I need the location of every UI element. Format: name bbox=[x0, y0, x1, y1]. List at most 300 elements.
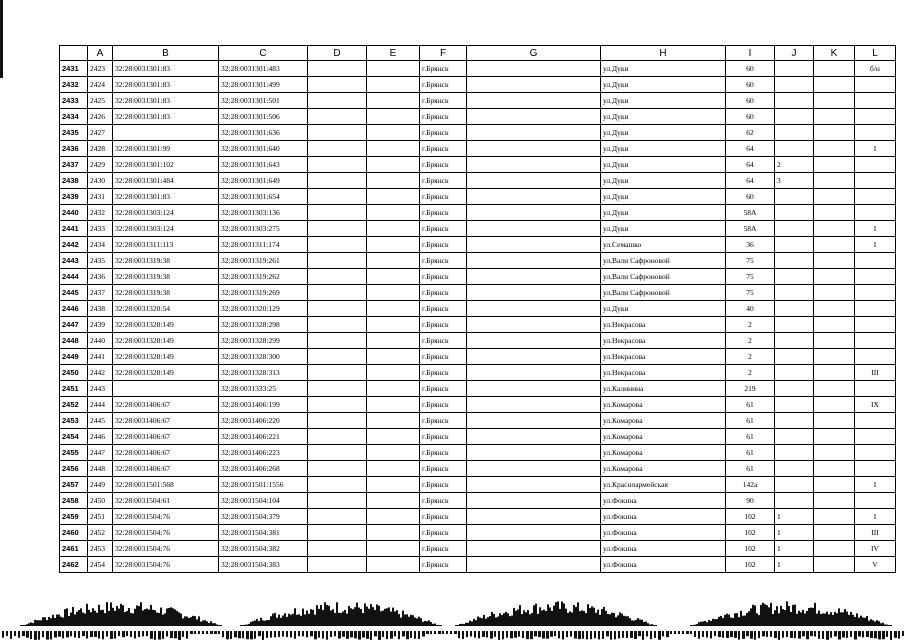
noise-blob bbox=[250, 622, 252, 626]
cell-c: 32:28:0031504:104 bbox=[219, 493, 308, 509]
cell-j bbox=[775, 413, 814, 429]
cell-l: I bbox=[855, 221, 896, 237]
noise-blob bbox=[645, 622, 647, 626]
noise-tick bbox=[426, 631, 429, 634]
noise-tick bbox=[142, 631, 144, 636]
noise-blob bbox=[88, 610, 90, 626]
noise-blob bbox=[362, 613, 364, 626]
cell-b: 32:28:0031301:83 bbox=[113, 93, 219, 109]
noise-tick bbox=[66, 631, 69, 637]
noise-tick bbox=[854, 631, 857, 640]
noise-tick bbox=[718, 631, 721, 637]
noise-blob bbox=[328, 606, 330, 626]
noise-blob bbox=[541, 611, 543, 626]
noise-blob bbox=[68, 616, 70, 626]
noise-tick bbox=[10, 631, 12, 639]
noise-blob bbox=[24, 625, 26, 626]
noise-tick bbox=[302, 631, 304, 636]
noise-blob bbox=[503, 613, 505, 626]
noise-blob bbox=[414, 618, 416, 626]
noise-blob bbox=[50, 618, 52, 626]
noise-blob bbox=[112, 608, 114, 626]
noise-blob bbox=[794, 605, 796, 626]
noise-blob bbox=[846, 612, 848, 626]
cell-c: 32:28:0031406:220 bbox=[219, 413, 308, 429]
noise-blob bbox=[84, 614, 86, 626]
noise-tick bbox=[362, 631, 365, 638]
cell-k bbox=[814, 157, 855, 173]
cell-l bbox=[855, 205, 896, 221]
noise-blob bbox=[82, 612, 84, 626]
noise-blob bbox=[134, 609, 136, 626]
cell-h: ул.Вали Сафроновой bbox=[601, 285, 726, 301]
noise-blob bbox=[718, 617, 720, 626]
noise-tick bbox=[602, 631, 604, 639]
noise-blob bbox=[714, 619, 716, 626]
noise-tick bbox=[766, 631, 768, 637]
noise-tick bbox=[818, 631, 820, 639]
noise-tick bbox=[38, 631, 40, 640]
noise-tick bbox=[266, 631, 268, 638]
cell-i: 64 bbox=[726, 141, 775, 157]
noise-tick bbox=[618, 631, 620, 638]
table-row bbox=[60, 109, 896, 125]
noise-tick bbox=[230, 631, 232, 639]
cell-a: 2452 bbox=[88, 525, 113, 541]
cell-h: ул.Дуки bbox=[601, 109, 726, 125]
cell-a: 2434 bbox=[88, 237, 113, 253]
noise-blob bbox=[874, 622, 876, 626]
cell-j bbox=[775, 445, 814, 461]
cell-f: г.Брянск bbox=[420, 285, 467, 301]
scan-edge-mark bbox=[0, 0, 3, 78]
cell-h: ул.Комарова bbox=[601, 445, 726, 461]
cell-b: 32:28:0031406:67 bbox=[113, 461, 219, 477]
noise-tick bbox=[406, 631, 409, 639]
table-row bbox=[60, 413, 896, 429]
cell-d bbox=[308, 173, 367, 189]
noise-blob bbox=[802, 610, 804, 626]
cell-b: 32:28:0031301:83 bbox=[113, 77, 219, 93]
noise-blob bbox=[156, 612, 158, 626]
noise-blob bbox=[434, 624, 436, 626]
cell-k bbox=[814, 285, 855, 301]
noise-tick bbox=[94, 631, 97, 637]
noise-tick bbox=[706, 631, 708, 637]
cell-j: 1 bbox=[775, 557, 814, 573]
noise-tick bbox=[570, 631, 572, 637]
noise-blob bbox=[619, 612, 621, 626]
cell-f: г.Брянск bbox=[420, 477, 467, 493]
noise-tick bbox=[414, 631, 416, 639]
noise-blob bbox=[459, 624, 461, 626]
cell-c: 32:28:0031303:275 bbox=[219, 221, 308, 237]
cell-j bbox=[775, 333, 814, 349]
noise-tick bbox=[254, 631, 256, 639]
noise-blob bbox=[174, 609, 176, 626]
noise-tick bbox=[754, 631, 756, 640]
noise-tick bbox=[646, 631, 648, 636]
noise-tick bbox=[894, 631, 897, 638]
cell-k bbox=[814, 557, 855, 573]
cell-h: ул.Дуки bbox=[601, 221, 726, 237]
noise-blob bbox=[300, 616, 302, 626]
noise-tick bbox=[506, 631, 508, 638]
noise-blob bbox=[148, 610, 150, 626]
noise-tick bbox=[610, 631, 612, 640]
noise-blob bbox=[611, 613, 613, 626]
cell-l bbox=[855, 317, 896, 333]
cell-d bbox=[308, 525, 367, 541]
cell-l bbox=[855, 301, 896, 317]
noise-blob bbox=[370, 604, 372, 626]
cell-f: г.Брянск bbox=[420, 397, 467, 413]
noise-blob bbox=[356, 603, 358, 626]
noise-blob bbox=[280, 618, 282, 626]
cell-j bbox=[775, 397, 814, 413]
noise-blob bbox=[862, 617, 864, 626]
noise-tick bbox=[150, 631, 153, 639]
noise-blob bbox=[539, 607, 541, 626]
cell-i: 62 bbox=[726, 125, 775, 141]
cell-e bbox=[367, 541, 420, 557]
cell-d bbox=[308, 445, 367, 461]
cell-l: I bbox=[855, 141, 896, 157]
cell-a: 2426 bbox=[88, 109, 113, 125]
noise-blob bbox=[762, 603, 764, 626]
noise-tick bbox=[326, 631, 328, 640]
noise-blob bbox=[254, 621, 256, 626]
noise-blob bbox=[288, 614, 290, 626]
noise-blob bbox=[633, 621, 635, 626]
cell-a: 2429 bbox=[88, 157, 113, 173]
cell-h: ул.Семашко bbox=[601, 237, 726, 253]
cell-d bbox=[308, 221, 367, 237]
noise-blob bbox=[438, 625, 440, 626]
cell-h: ул.Фокина bbox=[601, 493, 726, 509]
noise-tick bbox=[590, 631, 592, 639]
noise-blob bbox=[274, 613, 276, 626]
row-number: 2443 bbox=[60, 253, 88, 269]
noise-blob bbox=[54, 618, 56, 626]
column-header-a: A bbox=[88, 46, 113, 61]
table-row bbox=[60, 141, 896, 157]
noise-tick bbox=[318, 631, 320, 638]
noise-tick bbox=[102, 631, 104, 639]
cell-d bbox=[308, 205, 367, 221]
noise-blob bbox=[804, 613, 806, 626]
noise-blob bbox=[204, 620, 206, 626]
cell-k bbox=[814, 509, 855, 525]
noise-tick bbox=[778, 631, 780, 640]
noise-blob bbox=[416, 618, 418, 626]
noise-tick bbox=[878, 631, 881, 639]
cell-h: ул.Дуки bbox=[601, 301, 726, 317]
noise-tick bbox=[734, 631, 737, 638]
noise-blob bbox=[523, 610, 525, 626]
cell-c: 32:28:0031504:383 bbox=[219, 557, 308, 573]
table-row bbox=[60, 477, 896, 493]
cell-h: ул.Вали Сафроновой bbox=[601, 269, 726, 285]
noise-tick bbox=[518, 631, 520, 637]
noise-tick bbox=[558, 631, 560, 638]
noise-blob bbox=[124, 612, 126, 626]
cell-e bbox=[367, 301, 420, 317]
cell-f: г.Брянск bbox=[420, 141, 467, 157]
noise-tick bbox=[622, 631, 624, 638]
cell-l: III bbox=[855, 525, 896, 541]
noise-blob bbox=[798, 611, 800, 626]
noise-blob bbox=[788, 606, 790, 626]
noise-blob bbox=[790, 612, 792, 626]
noise-blob bbox=[766, 605, 768, 626]
cell-i: 142а bbox=[726, 477, 775, 493]
cell-h: ул.Комарова bbox=[601, 429, 726, 445]
noise-blob bbox=[28, 623, 30, 626]
noise-tick bbox=[890, 631, 892, 640]
noise-tick bbox=[770, 631, 772, 637]
cell-f: г.Брянск bbox=[420, 317, 467, 333]
noise-blob bbox=[114, 611, 116, 626]
row-number: 2444 bbox=[60, 269, 88, 285]
cell-k bbox=[814, 493, 855, 509]
noise-tick bbox=[306, 631, 308, 637]
noise-blob bbox=[440, 625, 442, 626]
noise-blob bbox=[722, 618, 724, 626]
noise-blob bbox=[577, 602, 579, 626]
noise-blob bbox=[410, 615, 412, 626]
noise-blob bbox=[46, 620, 48, 626]
noise-blob bbox=[360, 609, 362, 626]
noise-blob bbox=[244, 625, 246, 626]
noise-blob bbox=[571, 612, 573, 626]
cell-i: 58А bbox=[726, 205, 775, 221]
noise-blob bbox=[366, 607, 368, 626]
noise-blob bbox=[380, 611, 382, 626]
noise-blob bbox=[617, 615, 619, 626]
cell-d bbox=[308, 317, 367, 333]
cell-a: 2431 bbox=[88, 189, 113, 205]
noise-blob bbox=[432, 624, 434, 626]
cell-i: 102 bbox=[726, 509, 775, 525]
noise-blob bbox=[142, 610, 144, 626]
cell-d bbox=[308, 141, 367, 157]
noise-tick bbox=[82, 631, 85, 636]
cell-a: 2425 bbox=[88, 93, 113, 109]
cell-e bbox=[367, 141, 420, 157]
cell-f: г.Брянск bbox=[420, 509, 467, 525]
row-number: 2447 bbox=[60, 317, 88, 333]
noise-blob bbox=[477, 617, 479, 626]
cell-i: 75 bbox=[726, 269, 775, 285]
cell-k bbox=[814, 413, 855, 429]
noise-blob bbox=[605, 611, 607, 626]
noise-blob bbox=[32, 623, 34, 626]
noise-tick bbox=[62, 631, 64, 638]
noise-tick bbox=[898, 631, 900, 639]
noise-blob bbox=[130, 613, 132, 626]
noise-blob bbox=[505, 612, 507, 626]
noise-tick bbox=[294, 631, 296, 639]
table-row bbox=[60, 189, 896, 205]
noise-blob bbox=[591, 606, 593, 626]
noise-tick bbox=[846, 631, 848, 638]
cell-g bbox=[467, 541, 601, 557]
noise-blob bbox=[332, 609, 334, 626]
cell-c: 32:28:0031303:136 bbox=[219, 205, 308, 221]
noise-tick bbox=[194, 631, 196, 634]
noise-blob bbox=[388, 607, 390, 626]
noise-tick bbox=[594, 631, 596, 638]
noise-blob bbox=[424, 621, 426, 626]
noise-tick bbox=[670, 631, 672, 634]
cell-d bbox=[308, 397, 367, 413]
noise-blob bbox=[430, 622, 432, 626]
noise-tick bbox=[606, 631, 609, 636]
noise-tick bbox=[310, 631, 313, 636]
noise-tick bbox=[354, 631, 357, 638]
noise-blob bbox=[398, 614, 400, 626]
cell-a: 2448 bbox=[88, 461, 113, 477]
cell-j: 1 bbox=[775, 509, 814, 525]
cell-c: 32:28:0031301:649 bbox=[219, 173, 308, 189]
noise-blob bbox=[537, 614, 539, 626]
cell-g bbox=[467, 429, 601, 445]
cell-i: 61 bbox=[726, 413, 775, 429]
cell-i: 60 bbox=[726, 61, 775, 77]
cell-e bbox=[367, 413, 420, 429]
cell-c: 32:28:0031301:643 bbox=[219, 157, 308, 173]
cell-e bbox=[367, 445, 420, 461]
noise-blob bbox=[732, 618, 734, 626]
cell-l: б/н bbox=[855, 61, 896, 77]
cell-g bbox=[467, 253, 601, 269]
noise-blob bbox=[531, 613, 533, 626]
noise-blob bbox=[724, 615, 726, 626]
noise-blob bbox=[62, 618, 64, 626]
noise-tick bbox=[686, 631, 689, 634]
table-row bbox=[60, 493, 896, 509]
cell-b: 32:28:0031406:67 bbox=[113, 445, 219, 461]
cell-h: ул.Калинина bbox=[601, 381, 726, 397]
noise-blob bbox=[30, 622, 32, 626]
cell-c: 32:28:0031319:262 bbox=[219, 269, 308, 285]
cell-h: ул.Фокина bbox=[601, 541, 726, 557]
noise-blob bbox=[569, 611, 571, 626]
noise-blob bbox=[172, 608, 174, 626]
noise-blob bbox=[180, 614, 182, 626]
noise-tick bbox=[874, 631, 877, 638]
noise-blob bbox=[483, 615, 485, 626]
noise-blob bbox=[491, 612, 493, 626]
noise-blob bbox=[158, 613, 160, 626]
table-row bbox=[60, 93, 896, 109]
cell-b: 32:28:0031303:124 bbox=[113, 205, 219, 221]
noise-blob bbox=[78, 610, 80, 626]
noise-blob bbox=[575, 607, 577, 626]
row-number: 2458 bbox=[60, 493, 88, 509]
noise-tick bbox=[154, 631, 156, 640]
noise-blob bbox=[834, 612, 836, 626]
cell-l bbox=[855, 349, 896, 365]
cell-h: ул.Дуки bbox=[601, 93, 726, 109]
noise-tick bbox=[554, 631, 556, 636]
row-number: 2449 bbox=[60, 349, 88, 365]
noise-blob bbox=[824, 614, 826, 626]
cell-c: 32:28:0031311:174 bbox=[219, 237, 308, 253]
noise-blob bbox=[308, 614, 310, 626]
noise-blob bbox=[276, 618, 278, 626]
noise-blob bbox=[535, 604, 537, 626]
noise-blob bbox=[635, 620, 637, 626]
cell-i: 75 bbox=[726, 285, 775, 301]
cell-j bbox=[775, 429, 814, 445]
noise-blob bbox=[637, 618, 639, 626]
noise-tick bbox=[430, 631, 432, 634]
cell-i: 60 bbox=[726, 77, 775, 93]
noise-blob bbox=[786, 601, 788, 626]
noise-blob bbox=[623, 616, 625, 626]
cell-a: 2427 bbox=[88, 125, 113, 141]
cell-l bbox=[855, 285, 896, 301]
noise-blob bbox=[836, 613, 838, 626]
cell-k bbox=[814, 221, 855, 237]
noise-blob bbox=[126, 611, 128, 626]
noise-blob bbox=[342, 611, 344, 626]
noise-tick bbox=[126, 631, 128, 636]
cell-k bbox=[814, 173, 855, 189]
noise-blob bbox=[210, 621, 212, 626]
cell-f: г.Брянск bbox=[420, 525, 467, 541]
row-number: 2452 bbox=[60, 397, 88, 413]
cell-f: г.Брянск bbox=[420, 189, 467, 205]
noise-blob bbox=[252, 621, 254, 626]
noise-tick bbox=[210, 631, 213, 634]
noise-tick bbox=[614, 631, 616, 639]
cell-c: 32:28:0031328:313 bbox=[219, 365, 308, 381]
cell-k bbox=[814, 445, 855, 461]
row-number: 2433 bbox=[60, 93, 88, 109]
noise-blob bbox=[792, 605, 794, 626]
cell-l bbox=[855, 189, 896, 205]
cell-h: ул.Дуки bbox=[601, 125, 726, 141]
noise-tick bbox=[158, 631, 161, 640]
noise-tick bbox=[566, 631, 568, 637]
noise-blob bbox=[306, 611, 308, 626]
noise-blob bbox=[876, 620, 878, 626]
noise-tick bbox=[738, 631, 740, 640]
noise-blob bbox=[758, 615, 760, 626]
noise-blob bbox=[404, 615, 406, 626]
cell-j bbox=[775, 285, 814, 301]
cell-e bbox=[367, 189, 420, 205]
noise-blob bbox=[820, 614, 822, 626]
cell-f: г.Брянск bbox=[420, 365, 467, 381]
noise-tick bbox=[834, 631, 837, 636]
column-header-i: I bbox=[726, 46, 775, 61]
cell-f: г.Брянск bbox=[420, 157, 467, 173]
cell-j bbox=[775, 189, 814, 205]
cell-c: 32:28:0031301:654 bbox=[219, 189, 308, 205]
noise-blob bbox=[463, 624, 465, 626]
noise-blob bbox=[382, 611, 384, 626]
noise-blob bbox=[501, 615, 503, 626]
noise-blob bbox=[547, 604, 549, 626]
cell-g bbox=[467, 61, 601, 77]
noise-tick bbox=[46, 631, 49, 640]
cell-d bbox=[308, 413, 367, 429]
noise-blob bbox=[116, 606, 118, 626]
